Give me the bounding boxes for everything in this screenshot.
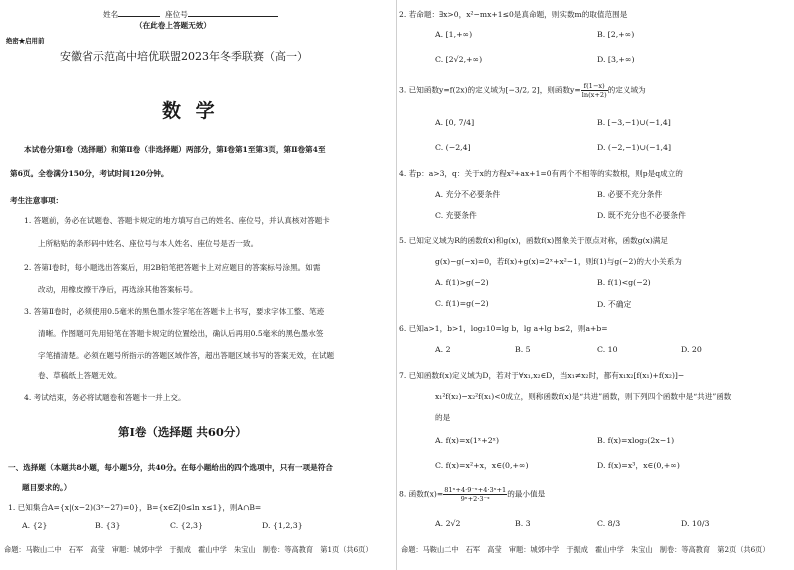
q8-option-c: C. 8/3 — [597, 519, 621, 528]
q5-option-b: B. f(1)<g(−2) — [597, 278, 651, 287]
note-1-line-2: 上所粘贴的条形码中姓名、座位号与本人姓名、座位号是否一致。 — [38, 239, 259, 248]
q6-option-c: C. 10 — [597, 345, 618, 354]
question-7-line-2: x₁²f(x₂)−x₂²f(x₁)<0成立，则称函数f(x)是“共进”函数，则下列四个函数中是“共进”函数 — [435, 392, 732, 401]
secret-label: 绝密★启用前 — [6, 37, 45, 45]
q5-option-d: D. 不确定 — [597, 300, 632, 309]
section-1-line-1: 一、选择题（本题共8小题，每小题5分，共40分。在每小题给出的四个选项中，只有一项是符合 — [8, 463, 333, 472]
question-5-line-2: g(x)−g(−x)=0，若f(x)+g(x)=2ˣ+x²−1，则f(1)与g(−2)的大小关系为 — [435, 257, 682, 266]
subject-title: 数 学 — [162, 100, 219, 122]
q7-option-b: B. f(x)=xlog₂(2x−1) — [597, 436, 675, 445]
q4-option-d: D. 既不充分也不必要条件 — [597, 211, 686, 220]
note-2-line-2: 改动，用橡皮擦干净后，再选涂其他答案标号。 — [38, 285, 198, 294]
q4-option-b: B. 必要不充分条件 — [597, 190, 663, 199]
q8-option-a: A. 2√2 — [435, 519, 461, 528]
q1-option-d: D. {1,2,3} — [262, 521, 303, 530]
q7-option-c: C. f(x)=x²+x，x∈(0,+∞) — [435, 461, 529, 470]
q1-option-b: B. {3} — [95, 521, 121, 530]
note-3-line-2: 清晰。作图题可先用铅笔在答题卡规定的位置绘出，确认后再用0.5毫米的黑色墨水签 — [38, 329, 324, 338]
note-1-line-1: 1. 答题前，务必在试题卷、答题卡规定的地方填写自己的姓名、座位号，并认真核对答题卡 — [24, 216, 330, 225]
part-1-title: 第Ⅰ卷（选择题 共60分） — [118, 425, 247, 439]
question-5-line-1: 5. 已知定义域为R的函数f(x)和g(x)，函数f(x)图象关于原点对称，函数g(x)满足 — [399, 236, 668, 245]
intro-line-2: 第6页。全卷满分150分，考试时间120分钟。 — [10, 169, 169, 178]
notes-title: 考生注意事项： — [10, 196, 64, 205]
question-4: 4. 若p：a>3，q：关于x的方程x²+ax+1=0有两个不相等的实数根，则p是q成立的 — [399, 169, 683, 178]
q7-option-d: D. f(x)=x³，x∈(0,+∞) — [597, 461, 680, 470]
question-1: 1. 已知集合A={x|(x−2)(3ˣ−27)=0}，B={x∈Z|0≤ln x≤1}，则A∩B= — [8, 503, 262, 512]
q6-option-a: A. 2 — [435, 345, 451, 354]
question-3: 3. 已知函数y=f(2x)的定义域为[−3/2, 2]，则函数y= $\frac{f(1-x)}{\ln(x+2)}$ 的定义域为 — [399, 82, 646, 99]
note-3-line-1: 3. 答第Ⅱ卷时，必须使用0.5毫米的黑色墨水签字笔在答题卡上书写，要求字体工整、笔迹 — [24, 307, 325, 316]
q8-option-d: D. 10/3 — [681, 519, 710, 528]
intro-line-1: 本试卷分第Ⅰ卷（选择题）和第Ⅱ卷（非选择题）两部分，第Ⅰ卷第1至第3页，第Ⅱ卷第4至 — [24, 145, 326, 154]
q3-option-d: D. (−2,−1)∪(−1,4] — [597, 143, 672, 152]
note-4: 4. 考试结束，务必将试题卷和答题卡一并上交。 — [24, 393, 186, 402]
q4-option-c: C. 充要条件 — [435, 211, 477, 220]
question-6: 6. 已知a>1，b>1，log₂10=lg b，lg a+lg b≤2，则a+b= — [399, 324, 608, 333]
question-7-line-1: 7. 已知函数f(x)定义域为D，若对于∀x₁,x₂∈D，当x₁≠x₂时，都有x₁x₂[f(x₁)+f(x₂)]− — [399, 371, 685, 380]
footer-page-1: 命题：马鞍山二中 石军 高莹 审题：城郊中学 于振成 霍山中学 朱宝山 制卷：等高教育 第1页（共6页） — [4, 545, 373, 554]
q2-option-b: B. [2,+∞) — [597, 30, 635, 39]
q4-option-a: A. 充分不必要条件 — [435, 190, 501, 199]
q2-option-a: A. [1,+∞) — [435, 30, 473, 39]
q3-option-c: C. (−2,4] — [435, 143, 471, 152]
q6-option-b: B. 5 — [515, 345, 531, 354]
page-2 — [397, 0, 794, 570]
q7-option-a: A. f(x)=x(1ˣ+2ˣ) — [435, 436, 500, 445]
question-2: 2. 若命题：∃x>0，x²−mx+1≤0是真命题，则实数m的取值范围是 — [399, 10, 628, 19]
section-1-line-2: 题目要求的。） — [22, 483, 72, 492]
question-8: 8. 函数f(x)= $\frac{\text{81ˣ+4·9⁻ˣ+4·3ˣ+1}}{\text{9ˣ+2·3⁻ˣ}}$ 的最小值是 — [399, 486, 546, 503]
q3-option-a: A. [0, 7/4] — [435, 118, 475, 127]
note-3-line-3: 字笔描清楚。必须在题号所指示的答题区域作答，超出答题区域书写的答案无效，在试题 — [38, 351, 335, 360]
q3-option-b: B. [−3,−1)∪(−1,4] — [597, 118, 671, 127]
q2-option-c: C. [2√2,+∞) — [435, 55, 483, 64]
q5-option-a: A. f(1)>g(−2) — [435, 278, 489, 287]
name-field: 姓名 座位号 — [103, 8, 278, 20]
question-7-line-3: 的是 — [435, 413, 451, 422]
q8-option-b: B. 3 — [515, 519, 531, 528]
note-3-line-4: 卷、草稿纸上答题无效。 — [38, 371, 122, 380]
exam-title: 安徽省示范高中培优联盟2023年冬季联赛（高一） — [60, 50, 308, 63]
note-2-line-1: 2. 答第Ⅰ卷时，每小题选出答案后，用2B铅笔把答题卡上对应题目的答案标号涂黑。如需 — [24, 263, 321, 272]
q1-option-a: A. {2} — [22, 521, 48, 530]
answer-invalid-note: （在此卷上答题无效） — [135, 21, 211, 30]
q6-option-d: D. 20 — [681, 345, 702, 354]
q1-option-c: C. {2,3} — [170, 521, 203, 530]
footer-page-2: 命题：马鞍山二中 石军 高莹 审题：城郊中学 于振成 霍山中学 朱宝山 制卷：等高教育 第2页（共6页） — [401, 545, 770, 554]
q2-option-d: D. [3,+∞) — [597, 55, 635, 64]
q5-option-c: C. f(1)=g(−2) — [435, 299, 489, 308]
